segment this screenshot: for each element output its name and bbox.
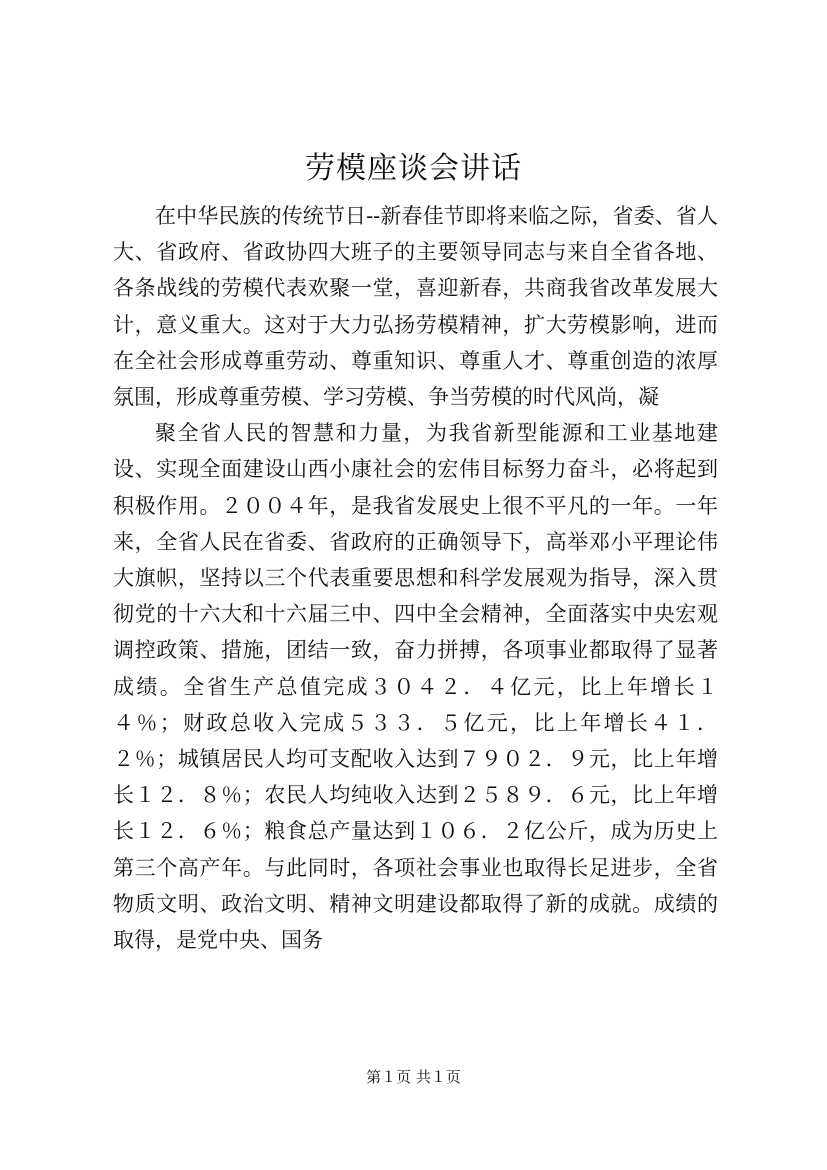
page-footer: 第１页 共１页 <box>366 1068 461 1086</box>
paragraph-2: 聚全省人民的智慧和力量，为我省新型能源和工业基地建设、实现全面建设山西小康社会的宏伟目标努力奋斗，必将起到积极作用。２００４年，是我省发展史上很不平凡的一年。一年来，全省人民在省委、省政府的正确领导下，高举邓小平理论伟大旗帜，坚持以三个代表重要思想和科学发展观为指导，深入贯彻党的十六大和十六届三中、四中全会精神，全面落实中央宏观调控政策、措施，团结一致，奋力拼搏，各项事业都取得了显著成绩。全省生产总值完成３０４２．４亿元，比上年增长１４％；财政总收入完成５３３．５亿元，比上年增长４１．２％；城镇居民人均可支配收入达到７９０２．９元，比上年增长１２．８％；农民人均纯收入达到２５８９．６元，比上年增长１２．６％；粮食总产量达到１０６．２亿公斤，成为历史上第三个高产年。与此同时，各项社会事业也取得长足进步，全省物质文明、政治文明、精神文明建设都取得了新的成就。成绩的取得，是党中央、国务 <box>113 421 718 953</box>
document-title: 劳模座谈会讲话 <box>305 151 522 186</box>
paragraph-1: 在中华民族的传统节日--新春佳节即将来临之际，省委、省人大、省政府、省政协四大班子的主要领导同志与来自全省各地、各条战线的劳模代表欢聚一堂，喜迎新春，共商我省改革发展大计，意义重大。这对于大力弘扬劳模精神，扩大劳模影响，进而在全社会形成尊重劳动、尊重知识、尊重人才、尊重创造的浓厚氛围，形成尊重劳模、学习劳模、争当劳模的时代风尚，凝 <box>113 204 718 410</box>
document-body <box>113 198 718 958</box>
